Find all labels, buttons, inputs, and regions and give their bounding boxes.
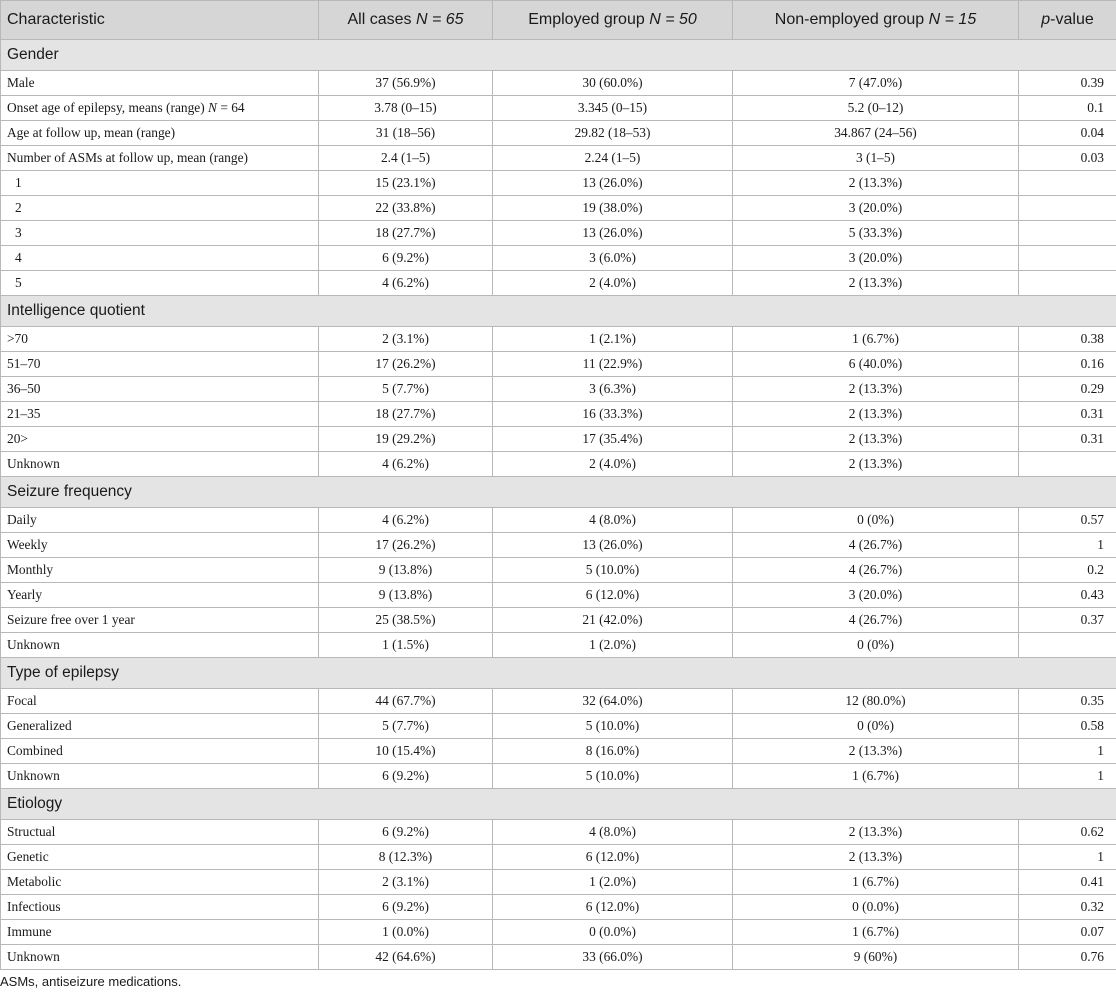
row-label: Number of ASMs at follow up, mean (range): [1, 146, 319, 171]
table-row: [1, 121, 1116, 146]
cell-all-cases: 4 (6.2%): [319, 452, 493, 477]
cell-employed: 1 (2.0%): [493, 633, 733, 658]
row-label: Seizure free over 1 year: [1, 608, 319, 633]
section-header-row: [1, 658, 1116, 689]
table-footnote: ASMs, antiseizure medications.: [0, 974, 182, 989]
cell-employed: 3 (6.0%): [493, 246, 733, 271]
header-employed-group: Employed group N = 50: [493, 1, 733, 40]
cell-p-value: 0.16: [1019, 352, 1116, 377]
cell-p-value: [1019, 171, 1116, 196]
cell-non-employed: 2 (13.3%): [733, 452, 1019, 477]
cell-non-employed: 3 (20.0%): [733, 246, 1019, 271]
cell-all-cases: 2 (3.1%): [319, 870, 493, 895]
cell-non-employed: 3 (1–5): [733, 146, 1019, 171]
cell-employed: 1 (2.1%): [493, 327, 733, 352]
row-label: Male: [1, 71, 319, 96]
cell-employed: 8 (16.0%): [493, 739, 733, 764]
cell-all-cases: 8 (12.3%): [319, 845, 493, 870]
cell-employed: 5 (10.0%): [493, 558, 733, 583]
table-row: [1, 558, 1116, 583]
table-row: [1, 402, 1116, 427]
table-row: [1, 739, 1116, 764]
cell-non-employed: 2 (13.3%): [733, 845, 1019, 870]
cell-all-cases: 6 (9.2%): [319, 246, 493, 271]
row-label: Yearly: [1, 583, 319, 608]
cell-all-cases: 9 (13.8%): [319, 583, 493, 608]
table-row: [1, 714, 1116, 739]
cell-non-employed: 0 (0%): [733, 714, 1019, 739]
table-row: [1, 689, 1116, 714]
cell-p-value: 0.57: [1019, 508, 1116, 533]
cell-all-cases: 2.4 (1–5): [319, 146, 493, 171]
cell-non-employed: 9 (60%): [733, 945, 1019, 970]
table-row: [1, 377, 1116, 402]
cell-all-cases: 3.78 (0–15): [319, 96, 493, 121]
cell-non-employed: 34.867 (24–56): [733, 121, 1019, 146]
cell-all-cases: 6 (9.2%): [319, 764, 493, 789]
row-label: Combined: [1, 739, 319, 764]
cell-all-cases: 18 (27.7%): [319, 402, 493, 427]
cell-employed: 30 (60.0%): [493, 71, 733, 96]
cell-p-value: [1019, 452, 1116, 477]
cell-non-employed: 2 (13.3%): [733, 427, 1019, 452]
cell-non-employed: 4 (26.7%): [733, 608, 1019, 633]
row-label: 5: [1, 271, 319, 296]
cell-all-cases: 15 (23.1%): [319, 171, 493, 196]
cell-p-value: 0.58: [1019, 714, 1116, 739]
row-label: Age at follow up, mean (range): [1, 121, 319, 146]
cell-p-value: 0.62: [1019, 820, 1116, 845]
cell-all-cases: 2 (3.1%): [319, 327, 493, 352]
cell-employed: 13 (26.0%): [493, 171, 733, 196]
cell-employed: 19 (38.0%): [493, 196, 733, 221]
cell-all-cases: 44 (67.7%): [319, 689, 493, 714]
row-label: Unknown: [1, 633, 319, 658]
row-label: Structual: [1, 820, 319, 845]
cell-non-employed: 3 (20.0%): [733, 583, 1019, 608]
cell-non-employed: 0 (0.0%): [733, 895, 1019, 920]
cell-p-value: 1: [1019, 764, 1116, 789]
row-label: 21–35: [1, 402, 319, 427]
cell-all-cases: 5 (7.7%): [319, 377, 493, 402]
cell-employed: 5 (10.0%): [493, 714, 733, 739]
cell-p-value: 1: [1019, 739, 1116, 764]
cell-p-value: 0.35: [1019, 689, 1116, 714]
cell-p-value: 0.04: [1019, 121, 1116, 146]
cell-all-cases: 5 (7.7%): [319, 714, 493, 739]
table-row: [1, 452, 1116, 477]
cell-non-employed: 2 (13.3%): [733, 739, 1019, 764]
cell-employed: 32 (64.0%): [493, 689, 733, 714]
cell-p-value: 0.07: [1019, 920, 1116, 945]
cell-non-employed: 2 (13.3%): [733, 820, 1019, 845]
cell-employed: 6 (12.0%): [493, 845, 733, 870]
section-title: Seizure frequency: [1, 477, 1116, 508]
table-row: [1, 820, 1116, 845]
table-header-row: [1, 1, 1116, 40]
table-row: [1, 146, 1116, 171]
cell-non-employed: 1 (6.7%): [733, 327, 1019, 352]
cell-all-cases: 6 (9.2%): [319, 895, 493, 920]
section-title: Gender: [1, 40, 1116, 71]
cell-p-value: 0.1: [1019, 96, 1116, 121]
table-row: [1, 246, 1116, 271]
row-label: Weekly: [1, 533, 319, 558]
cell-employed: 11 (22.9%): [493, 352, 733, 377]
cell-p-value: [1019, 246, 1116, 271]
table-row: [1, 608, 1116, 633]
table-row: [1, 583, 1116, 608]
cell-employed: 33 (66.0%): [493, 945, 733, 970]
row-label: 2: [1, 196, 319, 221]
cell-employed: 13 (26.0%): [493, 221, 733, 246]
cell-non-employed: 1 (6.7%): [733, 764, 1019, 789]
cell-p-value: 0.76: [1019, 945, 1116, 970]
row-label: Genetic: [1, 845, 319, 870]
section-header-row: [1, 477, 1116, 508]
table-body: [1, 40, 1116, 970]
row-label: 20>: [1, 427, 319, 452]
table-row: [1, 633, 1116, 658]
cell-non-employed: 3 (20.0%): [733, 196, 1019, 221]
cell-all-cases: 9 (13.8%): [319, 558, 493, 583]
cell-p-value: 0.31: [1019, 427, 1116, 452]
row-label: 4: [1, 246, 319, 271]
table-row: [1, 533, 1116, 558]
cell-employed: 17 (35.4%): [493, 427, 733, 452]
cell-non-employed: 2 (13.3%): [733, 171, 1019, 196]
table-row: [1, 508, 1116, 533]
header-p-value: p-value: [1019, 1, 1116, 40]
row-label: Infectious: [1, 895, 319, 920]
cell-all-cases: 19 (29.2%): [319, 427, 493, 452]
section-title: Etiology: [1, 789, 1116, 820]
cell-non-employed: 1 (6.7%): [733, 870, 1019, 895]
cell-employed: 16 (33.3%): [493, 402, 733, 427]
cell-employed: 0 (0.0%): [493, 920, 733, 945]
row-label: Onset age of epilepsy, means (range) N = 64: [1, 96, 319, 121]
cell-employed: 5 (10.0%): [493, 764, 733, 789]
table-row: [1, 427, 1116, 452]
cell-all-cases: 4 (6.2%): [319, 271, 493, 296]
cell-p-value: [1019, 221, 1116, 246]
cell-employed: 1 (2.0%): [493, 870, 733, 895]
row-label: >70: [1, 327, 319, 352]
cell-p-value: [1019, 196, 1116, 221]
table-row: [1, 221, 1116, 246]
cell-employed: 29.82 (18–53): [493, 121, 733, 146]
section-header-row: [1, 789, 1116, 820]
cell-all-cases: 18 (27.7%): [319, 221, 493, 246]
cell-employed: 2 (4.0%): [493, 271, 733, 296]
section-title: Intelligence quotient: [1, 296, 1116, 327]
row-label: 1: [1, 171, 319, 196]
table-row: [1, 945, 1116, 970]
table-row: [1, 327, 1116, 352]
cell-employed: 3.345 (0–15): [493, 96, 733, 121]
cell-employed: 2 (4.0%): [493, 452, 733, 477]
cell-employed: 3 (6.3%): [493, 377, 733, 402]
header-characteristic: Characteristic: [1, 1, 319, 40]
cell-non-employed: 0 (0%): [733, 633, 1019, 658]
row-label: 3: [1, 221, 319, 246]
cell-employed: 6 (12.0%): [493, 895, 733, 920]
cell-p-value: 0.39: [1019, 71, 1116, 96]
cell-all-cases: 10 (15.4%): [319, 739, 493, 764]
cell-all-cases: 17 (26.2%): [319, 533, 493, 558]
cell-all-cases: 1 (0.0%): [319, 920, 493, 945]
cell-employed: 2.24 (1–5): [493, 146, 733, 171]
cell-non-employed: 0 (0%): [733, 508, 1019, 533]
cell-non-employed: 5 (33.3%): [733, 221, 1019, 246]
cell-non-employed: 7 (47.0%): [733, 71, 1019, 96]
cell-non-employed: 5.2 (0–12): [733, 96, 1019, 121]
cell-p-value: 0.29: [1019, 377, 1116, 402]
cell-non-employed: 1 (6.7%): [733, 920, 1019, 945]
table-row: [1, 845, 1116, 870]
cell-p-value: [1019, 633, 1116, 658]
row-label: Unknown: [1, 452, 319, 477]
table-row: [1, 895, 1116, 920]
row-label: Unknown: [1, 764, 319, 789]
cell-all-cases: 42 (64.6%): [319, 945, 493, 970]
cell-p-value: 1: [1019, 845, 1116, 870]
table-row: [1, 870, 1116, 895]
cell-non-employed: 2 (13.3%): [733, 271, 1019, 296]
cell-non-employed: 2 (13.3%): [733, 402, 1019, 427]
cell-all-cases: 22 (33.8%): [319, 196, 493, 221]
cell-p-value: 0.2: [1019, 558, 1116, 583]
cell-all-cases: 25 (38.5%): [319, 608, 493, 633]
cell-p-value: 0.32: [1019, 895, 1116, 920]
cell-all-cases: 6 (9.2%): [319, 820, 493, 845]
table-row: [1, 764, 1116, 789]
cell-non-employed: 2 (13.3%): [733, 377, 1019, 402]
row-label: Immune: [1, 920, 319, 945]
table-row: [1, 271, 1116, 296]
row-label: Focal: [1, 689, 319, 714]
cell-p-value: 0.37: [1019, 608, 1116, 633]
cell-p-value: 0.03: [1019, 146, 1116, 171]
cell-non-employed: 4 (26.7%): [733, 533, 1019, 558]
cell-p-value: 1: [1019, 533, 1116, 558]
cell-all-cases: 37 (56.9%): [319, 71, 493, 96]
cell-p-value: 0.41: [1019, 870, 1116, 895]
cell-all-cases: 31 (18–56): [319, 121, 493, 146]
cell-non-employed: 6 (40.0%): [733, 352, 1019, 377]
cell-all-cases: 4 (6.2%): [319, 508, 493, 533]
row-label: 51–70: [1, 352, 319, 377]
table-row: [1, 71, 1116, 96]
cell-employed: 21 (42.0%): [493, 608, 733, 633]
cell-non-employed: 12 (80.0%): [733, 689, 1019, 714]
header-all-cases: All cases N = 65: [319, 1, 493, 40]
cell-p-value: 0.38: [1019, 327, 1116, 352]
section-header-row: [1, 40, 1116, 71]
cell-employed: 4 (8.0%): [493, 508, 733, 533]
cell-employed: 13 (26.0%): [493, 533, 733, 558]
section-header-row: [1, 296, 1116, 327]
table-row: [1, 196, 1116, 221]
row-label: Metabolic: [1, 870, 319, 895]
cell-p-value: 0.43: [1019, 583, 1116, 608]
row-label: 36–50: [1, 377, 319, 402]
cell-employed: 4 (8.0%): [493, 820, 733, 845]
cell-all-cases: 17 (26.2%): [319, 352, 493, 377]
row-label: Unknown: [1, 945, 319, 970]
cell-employed: 6 (12.0%): [493, 583, 733, 608]
cell-all-cases: 1 (1.5%): [319, 633, 493, 658]
cell-p-value: [1019, 271, 1116, 296]
row-label: Generalized: [1, 714, 319, 739]
section-title: Type of epilepsy: [1, 658, 1116, 689]
table-row: [1, 96, 1116, 121]
cell-non-employed: 4 (26.7%): [733, 558, 1019, 583]
row-label: Monthly: [1, 558, 319, 583]
table-row: [1, 352, 1116, 377]
header-non-employed-group: Non-employed group N = 15: [733, 1, 1019, 40]
table-row: [1, 171, 1116, 196]
table-row: [1, 920, 1116, 945]
row-label: Daily: [1, 508, 319, 533]
cell-p-value: 0.31: [1019, 402, 1116, 427]
